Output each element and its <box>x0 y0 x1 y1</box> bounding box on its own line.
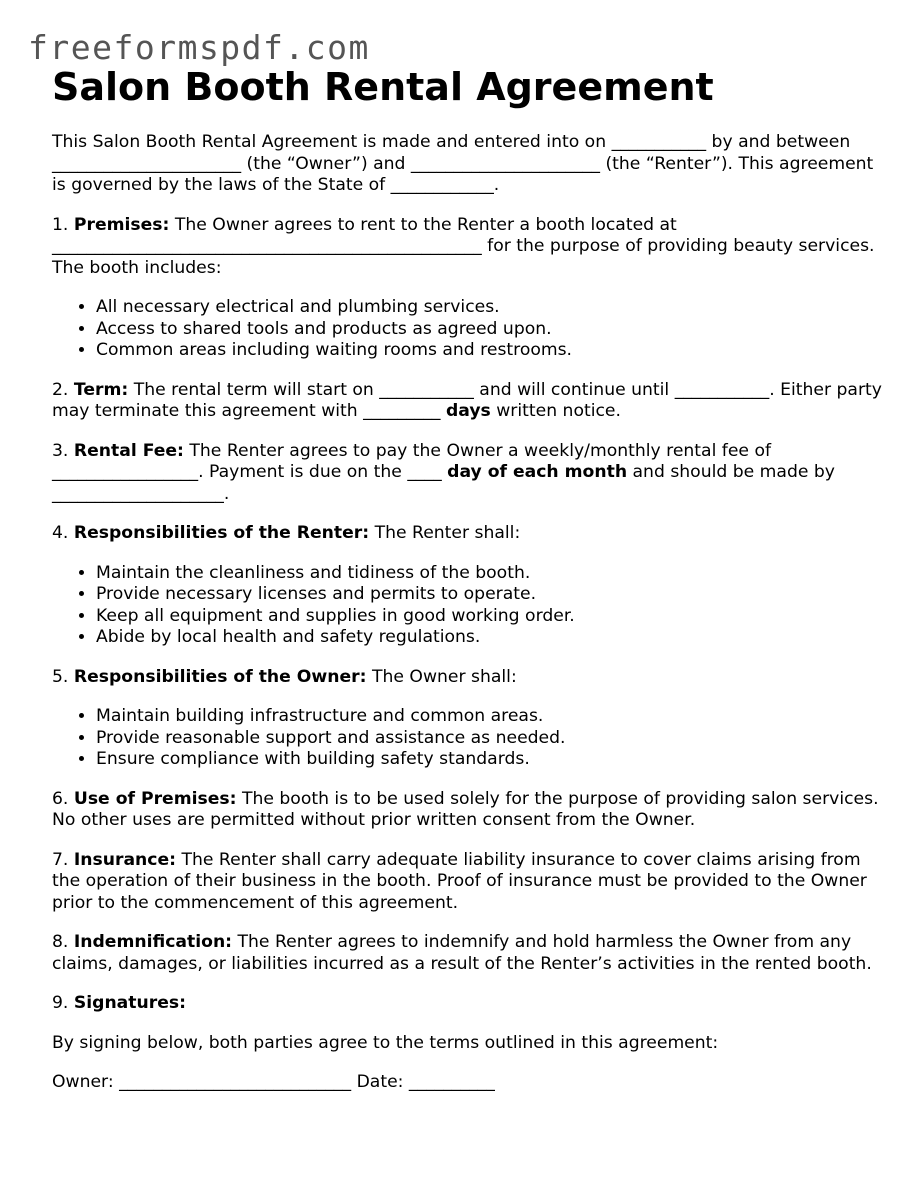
owner-responsibilities-list <box>52 706 882 771</box>
section-heading: Use of Premises: <box>73 788 237 809</box>
section-number: 4. <box>52 523 74 543</box>
section-heading: Responsibilities of the Owner: <box>73 666 367 687</box>
owner-label: Owner: <box>52 1072 120 1092</box>
start-date-blank[interactable]: ___________ <box>379 379 474 400</box>
renter-name-blank[interactable]: ______________________ <box>410 153 600 174</box>
section-text: The Owner shall: <box>366 666 517 687</box>
section-heading: Indemnification: <box>73 932 233 952</box>
section-text: The rental term will start on <box>128 379 380 400</box>
insurance-section <box>52 850 882 915</box>
section-text: The Renter shall: <box>369 523 521 543</box>
section-number: 9. <box>52 993 74 1013</box>
list-item: • Common areas including waiting rooms and restrooms. <box>96 340 882 362</box>
list-item: • Abide by local health and safety regulations. <box>96 627 882 649</box>
section-text: The Renter agrees to pay the Owner a weekly/monthly rental fee of <box>183 440 772 461</box>
section-number: 1. <box>52 214 74 235</box>
section-heading: Premises: <box>73 214 170 235</box>
owner-signature-blank[interactable]: ___________________________ <box>119 1072 352 1092</box>
watermark: freeformspdf.com <box>28 28 370 67</box>
section-text: The Owner agrees to rent to the Renter a booth located at <box>169 214 677 235</box>
intro-text: . <box>493 175 500 195</box>
section-number: 7. <box>52 849 74 870</box>
notice-days-blank[interactable]: _________ <box>363 401 441 421</box>
section-heading: Rental Fee: <box>73 440 184 461</box>
intro-text: (the “Renter”). This agreement is governed by the laws of the State of <box>52 153 874 195</box>
section-text: The Renter shall carry adequate liability insurance to cover claims arising from the operation of their business in the booth. Proof of insurance must be provided to the Owner prior to the commencement of this agreement. <box>52 849 867 913</box>
section-heading: Insurance: <box>73 849 177 870</box>
list-item: • Maintain building infrastructure and common areas. <box>96 706 882 728</box>
indemnification-section <box>52 932 882 975</box>
intro-text: by and between <box>706 132 851 152</box>
owner-signature-line <box>52 1072 882 1094</box>
end-date-blank[interactable]: ___________ <box>674 379 770 400</box>
section-number: 2. <box>52 379 74 400</box>
section-text: The Renter agrees to indemnify and hold harmless the Owner from any claims, damages, or liabilities incurred as a result of the Renter’s activities in the rented booth. <box>52 932 872 974</box>
signatures-section <box>52 993 882 1015</box>
section-heading: Signatures: <box>73 993 186 1013</box>
booth-location-blank[interactable]: __________________________________________________ <box>52 236 482 256</box>
section-number: 3. <box>52 440 74 461</box>
renter-responsibilities-list <box>52 563 882 649</box>
section-number: 8. <box>52 932 74 952</box>
rental-fee-section <box>52 441 882 506</box>
term-section <box>52 380 882 423</box>
rental-fee-blank[interactable]: _________________ <box>52 462 199 482</box>
bold-text: days <box>445 401 491 421</box>
intro-text: (the “Owner”) and <box>241 153 411 174</box>
booth-includes-list <box>52 297 882 362</box>
section-number: 5. <box>52 666 74 687</box>
list-item: • All necessary electrical and plumbing services. <box>96 297 882 319</box>
bold-text: day of each month <box>447 462 628 482</box>
section-heading: Term: <box>73 379 129 400</box>
list-item: • Ensure compliance with building safety standards. <box>96 749 882 771</box>
section-text: and will continue until <box>473 379 675 400</box>
section-text: and should be made by <box>627 462 835 482</box>
section-text: for the purpose of providing beauty services. The booth includes: <box>52 236 875 278</box>
date-label: Date: <box>351 1072 409 1092</box>
list-item: • Maintain the cleanliness and tidiness of the booth. <box>96 563 882 585</box>
state-blank[interactable]: ____________ <box>390 175 494 195</box>
section-number: 6. <box>52 788 74 809</box>
payment-method-blank[interactable]: ____________________ <box>52 483 224 504</box>
due-day-blank[interactable]: ____ <box>407 462 442 482</box>
intro-text: This Salon Booth Rental Agreement is made and entered into on <box>52 132 612 152</box>
agreement-date-blank[interactable]: ___________ <box>611 132 707 152</box>
signatures-statement: By signing below, both parties agree to the terms outlined in this agreement: <box>52 1032 719 1053</box>
document-title: Salon Booth Rental Agreement <box>52 65 714 109</box>
owner-name-blank[interactable]: ______________________ <box>52 153 242 174</box>
section-text: . Either party may terminate this agreement with <box>52 379 882 421</box>
section-text: The booth is to be used solely for the purpose of providing salon services. No other uses are permitted without prior written consent from the Owner. <box>52 788 879 830</box>
section-text: . <box>223 483 230 504</box>
section-text: written notice. <box>490 401 621 421</box>
list-item: • Provide necessary licenses and permits to operate. <box>96 584 882 606</box>
intro-paragraph <box>52 132 882 197</box>
agreement-body <box>52 132 882 1112</box>
premises-section <box>52 215 882 280</box>
use-of-premises-section <box>52 789 882 832</box>
section-text: . Payment is due on the <box>198 462 408 482</box>
owner-responsibilities-section <box>52 667 882 689</box>
list-item: • Keep all equipment and supplies in good working order. <box>96 606 882 628</box>
renter-responsibilities-section <box>52 523 882 545</box>
section-heading: Responsibilities of the Renter: <box>73 523 370 543</box>
owner-date-blank[interactable]: __________ <box>408 1072 495 1092</box>
list-item: • Access to shared tools and products as agreed upon. <box>96 319 882 341</box>
list-item: • Provide reasonable support and assistance as needed. <box>96 728 882 750</box>
